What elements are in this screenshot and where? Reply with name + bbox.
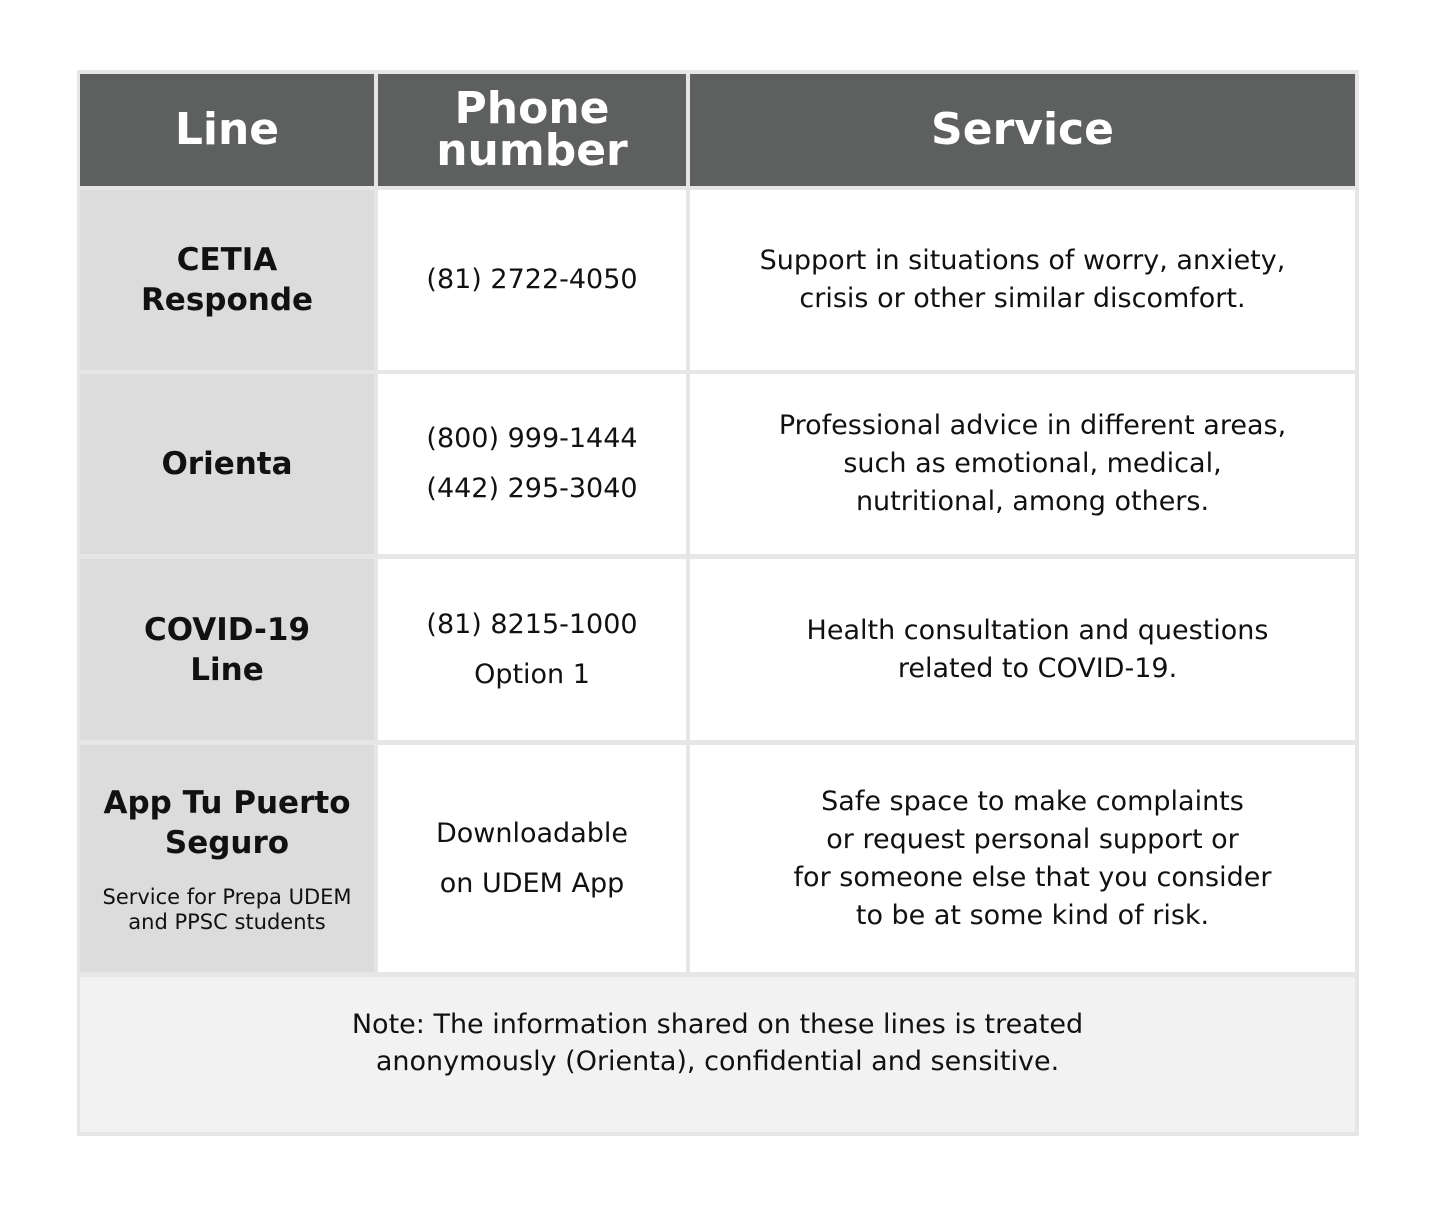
note-text-line: anonymously (Orienta), confidential and sensitive. — [375, 1045, 1060, 1077]
service-text-line: or request personal support or — [826, 823, 1239, 855]
row-orienta-line-1: Orienta — [161, 446, 293, 482]
line-note-text: and PPSC students — [128, 909, 326, 934]
row-cetia-line — [80, 190, 374, 370]
service-text-line: to be at some kind of risk. — [855, 899, 1210, 931]
phone-number[interactable]: (81) 2722-4050 — [426, 264, 638, 295]
phone-number[interactable]: (81) 8215-1000 — [426, 608, 638, 640]
phone-number[interactable]: (800) 999-1444 — [426, 423, 638, 454]
note-text-line: Note: The information shared on these lines is treated — [351, 1008, 1084, 1040]
phone-number[interactable]: (442) 295-3040 — [426, 473, 638, 504]
availability-text: on UDEM App — [439, 867, 625, 899]
line-note-text: Service for Prepa UDEM — [102, 884, 352, 909]
row-covid-service — [690, 559, 1355, 740]
row-orienta-phone — [378, 374, 686, 554]
header-phone-number — [378, 74, 686, 186]
row-cetia-line-1: CETIA — [176, 242, 278, 278]
row-cetia-service — [690, 190, 1355, 370]
service-text-line: nutritional, among others. — [855, 486, 1210, 517]
service-text-line: such as emotional, medical, — [843, 448, 1222, 479]
row-cetia-phone — [378, 190, 686, 370]
helpline-table — [77, 70, 1359, 1136]
service-text-line: related to COVID-19. — [897, 652, 1178, 684]
row-app-phone — [378, 745, 686, 972]
row-app-line-note — [102, 885, 351, 935]
service-text-line: Health consultation and questions — [806, 614, 1269, 646]
row-app-line-1: App Tu Puerto — [103, 784, 351, 821]
row-app-line-2: Seguro — [164, 824, 290, 861]
service-text-line: Professional advice in different areas, — [778, 410, 1287, 441]
service-text-line: Support in situations of worry, anxiety, — [759, 245, 1286, 276]
row-app-line — [80, 745, 374, 972]
row-cetia-line-2: Responde — [140, 282, 314, 318]
service-text-line: crisis or other similar discomfort. — [799, 283, 1246, 314]
availability-text: Downloadable — [435, 817, 628, 849]
row-covid-line-2: Line — [190, 651, 264, 688]
header-line — [80, 74, 374, 186]
row-covid-line — [80, 559, 374, 740]
service-text-line: Safe space to make complaints — [821, 785, 1244, 817]
note-row — [80, 977, 1355, 1132]
header-phone-label-2: number — [436, 125, 628, 176]
row-orienta-service — [690, 374, 1355, 554]
header-phone-label-1: Phone — [454, 83, 610, 134]
row-covid-phone — [378, 559, 686, 740]
row-app-service — [690, 745, 1355, 972]
row-orienta-line — [80, 374, 374, 554]
service-text-line: for someone else that you consider — [793, 861, 1272, 893]
header-service — [690, 74, 1355, 186]
header-line-label: Line — [174, 104, 280, 155]
row-covid-line-1: COVID-19 — [143, 611, 311, 648]
header-service-label: Service — [931, 104, 1114, 155]
phone-option: Option 1 — [474, 658, 590, 690]
